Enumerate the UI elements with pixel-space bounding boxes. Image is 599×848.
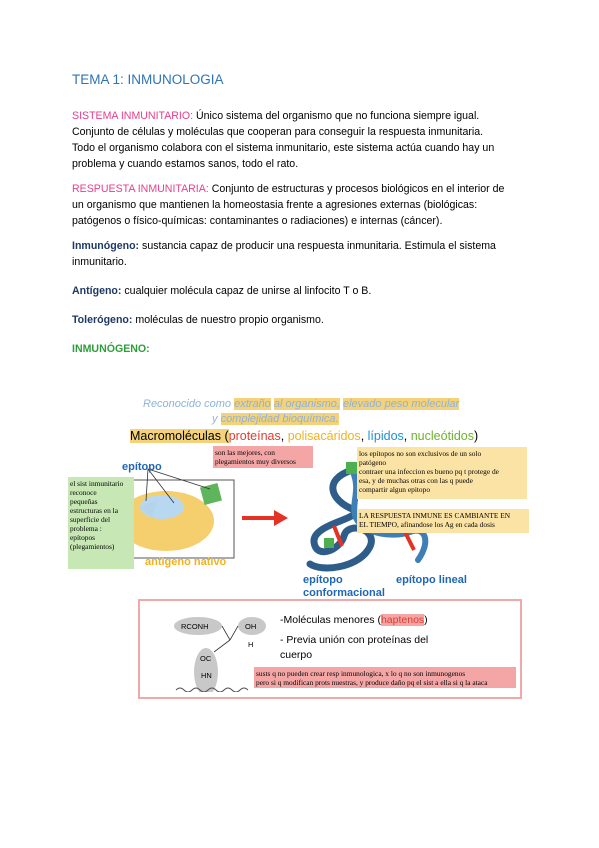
respuesta-line-2: un organismo que mantienen la homeostasia frente a agresiones externas (biológicas:	[72, 199, 478, 211]
green-epitope	[200, 483, 222, 505]
reconocido-text	[143, 398, 459, 410]
note-sist-line-3: pequeñas	[70, 497, 98, 506]
note-sist-line-4: estructuras en la	[70, 506, 119, 515]
rconh-label: RCONH	[181, 622, 209, 631]
note-susts	[254, 667, 516, 688]
sistema-line-2: Conjunto de células y moléculas que cooperan para conseguir la respuesta inmunitaria.	[72, 126, 484, 138]
macro-suffix: )	[473, 429, 479, 443]
note-sist-line-8: (plegamientos)	[70, 542, 115, 551]
oc-label: OC	[200, 654, 212, 663]
reconocido-line-2	[212, 413, 339, 425]
haptenos-text: haptenos	[380, 614, 425, 626]
note-respuesta-line-2: EL TIEMPO, afinandose los Ag en cada dosis	[359, 520, 495, 529]
macromoleculas-line	[130, 429, 478, 443]
hn-label: HN	[201, 671, 212, 680]
respuesta-line-1: Conjunto de estructuras y procesos biológicos en el interior de	[208, 183, 505, 195]
note-epitopos-line-3: contraer una infeccion es bueno pq t protege de	[359, 467, 499, 476]
note-epitopos-line-1: los epítopos no son exclusivos de un solo	[359, 449, 482, 458]
inmunogeno-line-1: sustancia capaz de producir una respuesta inmunitaria. Estimula el sistema	[139, 240, 496, 252]
epitopo-lineal-label: epítopo lineal	[396, 574, 467, 586]
previa-union-text	[280, 633, 428, 663]
sep-3: ,	[403, 429, 411, 443]
extrano-text: extraño	[234, 398, 271, 410]
note-epitopos-line-2: patógeno	[359, 458, 387, 467]
tolerogeno-text: moléculas de nuestro propio organismo.	[132, 314, 324, 326]
note-sist	[68, 477, 134, 569]
note-respuesta	[357, 509, 529, 533]
inmunogeno-heading: INMUNÓGENO:	[72, 343, 150, 355]
note-respuesta-line-1: LA RESPUESTA INMUNE ES CAMBIANTE EN	[359, 511, 511, 520]
previa-line-1: - Previa unión con proteínas del	[280, 634, 429, 646]
respuesta-line-3: patógenos o físico-químicas: contaminantes o radiaciones) e internas (cáncer).	[72, 215, 443, 227]
epitopo-conformacional-label	[303, 574, 385, 600]
epitopo-conformacional-line-1: epítopo	[303, 574, 343, 586]
note-susts-line-1: susts q no pueden crear resp inmunologica, x lo q no son inmunogenos	[256, 669, 466, 678]
antigeno-term: Antígeno:	[72, 285, 122, 297]
note-mejores-line-2: plegamientos muy diversos	[215, 457, 296, 466]
note-sist-line-6: problema :	[70, 524, 102, 533]
sistema-term: SISTEMA INMUNITARIO:	[72, 110, 194, 122]
oh-label: OH	[245, 622, 257, 631]
note-susts-line-2: pero si q modifican prots nuestras, y produce daño pq el sist a ella si q la ataca	[256, 678, 488, 687]
moleculas-prefix: -Moléculas menores (	[280, 614, 381, 626]
antigeno-nativo-label: antígeno nativo	[145, 556, 227, 568]
note-epitopos-line-5: compartir algun epitopo	[359, 485, 431, 494]
note-epitopos-line-4: esa, y de muchas otras con las q puede	[359, 476, 473, 485]
h-label: H	[248, 640, 254, 649]
y-text: y	[212, 413, 221, 425]
previa-line-2: cuerpo	[280, 649, 313, 661]
proteinas-text: proteínas	[228, 429, 281, 443]
respuesta-term: RESPUESTA INMUNITARIA:	[72, 183, 209, 195]
nucleotidos-text: nucleótidos	[410, 429, 474, 443]
polisacaridos-text: polisacáridos	[287, 429, 361, 443]
elevado-text: elevado peso molecular	[342, 398, 460, 410]
epitopo-conformacional-line-2: conformacional	[303, 587, 385, 599]
note-sist-line-1: el sist inmunitario	[70, 479, 124, 488]
sistema-line-4: problema y cuando estamos sanos, todo el rato.	[72, 158, 299, 170]
lipidos-text: lípidos	[367, 429, 404, 443]
macro-prefix: Macromoléculas (	[130, 429, 229, 443]
sistema-line-3: Todo el organismo colabora con el sistema inmunitario, este sistema actúa cuando hay un	[72, 142, 495, 154]
inmunogeno-line-2: inmunitario.	[72, 256, 127, 268]
note-sist-line-7: epítopos	[70, 533, 96, 542]
red-arrow-icon	[240, 508, 290, 528]
note-epitopos	[357, 447, 527, 499]
inmunogeno-term: Inmunógeno:	[72, 240, 140, 252]
epitopo-label: epítopo	[122, 461, 162, 473]
note-sist-line-5: superficie del	[70, 515, 111, 524]
sep-1: ,	[280, 429, 288, 443]
note-sist-line-2: reconoce	[70, 488, 97, 497]
tolerogeno-term: Tolerógeno:	[72, 314, 133, 326]
complejidad-text: complejidad bioquímica.	[220, 413, 339, 425]
sistema-line-1: Único sistema del organismo que no funciona siempre igual.	[193, 110, 480, 122]
antigeno-text: cualquier molécula capaz de unirse al linfocito T o B.	[121, 285, 372, 297]
al-organismo-text: al organismo,	[273, 398, 340, 410]
moleculas-menores-text	[280, 614, 428, 626]
moleculas-close: )	[424, 614, 428, 626]
page-title: TEMA 1: INMUNOLOGIA	[72, 72, 224, 87]
note-mejores-line-1: son las mejores, con	[215, 448, 275, 457]
sep-2: ,	[360, 429, 368, 443]
reconocido-prefix: Reconocido como	[143, 398, 235, 410]
